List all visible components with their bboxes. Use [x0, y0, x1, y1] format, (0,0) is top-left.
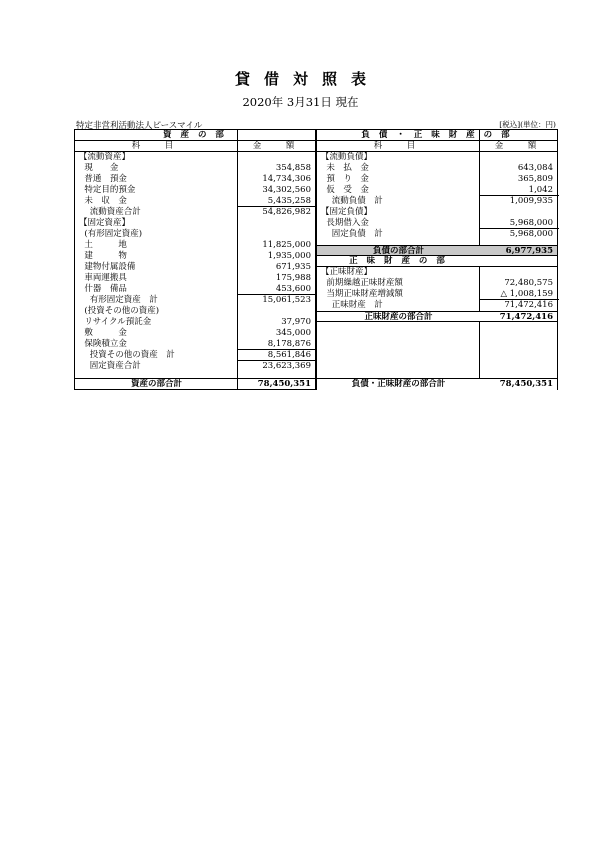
row-amount: 643,084 — [517, 163, 553, 173]
liabilities-header — [317, 130, 557, 141]
row-amount: 71,472,416 — [504, 300, 553, 310]
assets-total-amount: 78,450,351 — [257, 379, 311, 389]
table-row — [317, 278, 557, 289]
table-row — [75, 361, 315, 372]
liabilities-total-amount: 6,977,935 — [505, 246, 553, 256]
row-amount: 1,042 — [528, 185, 553, 195]
assets-total-row — [75, 378, 315, 390]
row-amount: 453,600 — [275, 284, 311, 294]
row-label: 当期正味財産増減額 — [321, 289, 403, 299]
row-amount: 175,988 — [275, 273, 311, 283]
row-label: 車両運搬具 — [79, 273, 127, 283]
table-row — [75, 251, 315, 262]
row-label: 投資その他の資産 計 — [79, 350, 175, 360]
net-assets-total-row — [317, 311, 557, 322]
table-row — [75, 207, 315, 218]
row-label: 特定目的預金 — [79, 185, 136, 195]
table-row — [317, 267, 557, 278]
table-row — [75, 174, 315, 185]
report-date: 2020年 3月31日 現在 — [242, 95, 359, 109]
row-amount: 1,009,935 — [509, 196, 553, 206]
row-label: 流動資産合計 — [79, 207, 141, 217]
net-assets-header — [317, 256, 557, 267]
table-row — [75, 273, 315, 284]
assets-header-label: 資 産 の 部 — [163, 130, 227, 140]
table-row — [75, 240, 315, 251]
row-label: 建物付属設備 — [79, 262, 136, 272]
row-amount: 23,623,369 — [262, 361, 311, 371]
row-amount: 5,968,000 — [509, 218, 553, 228]
net-assets-header-label: 正 味 財 産 の 部 — [349, 256, 448, 266]
unit-note: [税込](単位：円) — [499, 120, 556, 129]
row-label: 【固定資産】 — [79, 218, 131, 228]
table-row — [75, 163, 315, 174]
liabilities-total-row — [317, 245, 557, 256]
liabilities-panel — [316, 129, 558, 390]
liabilities-net-total-row — [317, 378, 557, 390]
row-label: 固定資産合計 — [79, 361, 141, 371]
row-label: 【流動資産】 — [79, 152, 131, 162]
row-amount: 14,734,306 — [262, 174, 311, 184]
table-row — [75, 152, 315, 163]
row-amount: 8,178,876 — [267, 339, 311, 349]
liabilities-total-label: 負債の部合計 — [372, 246, 424, 256]
table-row — [317, 207, 557, 218]
row-amount: 5,435,258 — [267, 196, 311, 206]
liabilities-subject-header: 科 目 — [373, 141, 424, 151]
liabilities-net-total-amount: 78,450,351 — [499, 379, 553, 389]
table-row — [317, 185, 557, 196]
table-row — [317, 300, 557, 311]
liabilities-amount-header: 金 額 — [494, 141, 545, 151]
row-amount: 1,935,000 — [267, 251, 311, 261]
assets-subject-header: 科 目 — [131, 141, 182, 151]
row-label: 正味財産 計 — [321, 300, 383, 310]
table-row — [75, 317, 315, 328]
row-label: 普通 預金 — [79, 174, 127, 184]
row-label: 流動負債 計 — [321, 196, 383, 206]
row-amount: 11,825,000 — [262, 240, 311, 250]
row-label: 建 物 — [79, 251, 127, 261]
row-label: リサイクル預託金 — [79, 317, 152, 327]
table-row — [317, 229, 557, 240]
liabilities-header-label: 負 債 ・ 正 味 財 産 の 部 — [361, 130, 513, 140]
row-label: 【正味財産】 — [321, 267, 373, 277]
table-row — [317, 174, 557, 185]
table-row — [75, 295, 315, 306]
table-row — [317, 289, 557, 300]
row-label: 現 金 — [79, 163, 119, 173]
row-amount: 5,968,000 — [509, 229, 553, 239]
row-label: 有形固定資産 計 — [79, 295, 158, 305]
table-row — [75, 218, 315, 229]
row-amount: 345,000 — [275, 328, 311, 338]
document-title: 貸借対照表 — [234, 70, 380, 88]
table-row — [317, 163, 557, 174]
table-row — [75, 328, 315, 339]
assets-header — [75, 130, 315, 141]
row-label: 固定負債 計 — [321, 229, 383, 239]
table-row — [75, 306, 315, 317]
row-label: 【流動負債】 — [321, 152, 373, 162]
table-row — [317, 152, 557, 163]
table-row — [75, 262, 315, 273]
row-label: 預 り 金 — [321, 174, 369, 184]
row-amount: 72,480,575 — [504, 278, 553, 288]
row-label: 仮 受 金 — [321, 185, 369, 195]
table-row — [75, 229, 315, 240]
table-row — [317, 218, 557, 229]
table-row — [75, 339, 315, 350]
row-amount: 15,061,523 — [262, 295, 311, 305]
row-amount: △ 1,008,159 — [500, 289, 553, 299]
row-label: 未 収 金 — [79, 196, 127, 206]
row-amount: 34,302,560 — [262, 185, 311, 195]
row-amount: 365,809 — [517, 174, 553, 184]
table-row — [75, 284, 315, 295]
table-row — [75, 350, 315, 361]
table-row — [75, 185, 315, 196]
table-row — [75, 196, 315, 207]
liabilities-net-total-label: 負債・正味財産の部合計 — [351, 379, 446, 389]
net-assets-total-amount: 71,472,416 — [499, 312, 553, 322]
row-label: 未 払 金 — [321, 163, 369, 173]
liabilities-column-headers — [317, 141, 557, 152]
row-label: (投資その他の資産) — [79, 306, 160, 316]
row-amount: 671,935 — [275, 262, 311, 272]
assets-column-headers — [75, 141, 315, 152]
row-amount: 354,858 — [275, 163, 311, 173]
organization-name: 特定非営利活動法人ピースマイル — [76, 121, 203, 131]
table-row — [317, 196, 557, 207]
row-label: (有形固定資産) — [79, 229, 143, 239]
row-label: 敷 金 — [79, 328, 127, 338]
row-label: 土 地 — [79, 240, 127, 250]
row-label: 前期繰越正味財産額 — [321, 278, 403, 288]
row-label: 什器 備品 — [79, 284, 127, 294]
row-amount: 54,826,982 — [262, 207, 311, 217]
row-label: 保険積立金 — [79, 339, 127, 349]
assets-panel — [74, 129, 316, 390]
row-label: 【固定負債】 — [321, 207, 373, 217]
row-amount: 8,561,846 — [267, 350, 311, 360]
net-assets-total-label: 正味財産の部合計 — [364, 312, 433, 322]
assets-total-label: 資産の部合計 — [130, 379, 182, 389]
row-label: 長期借入金 — [321, 218, 369, 228]
row-amount: 37,970 — [281, 317, 311, 327]
assets-amount-header: 金 額 — [252, 141, 303, 151]
